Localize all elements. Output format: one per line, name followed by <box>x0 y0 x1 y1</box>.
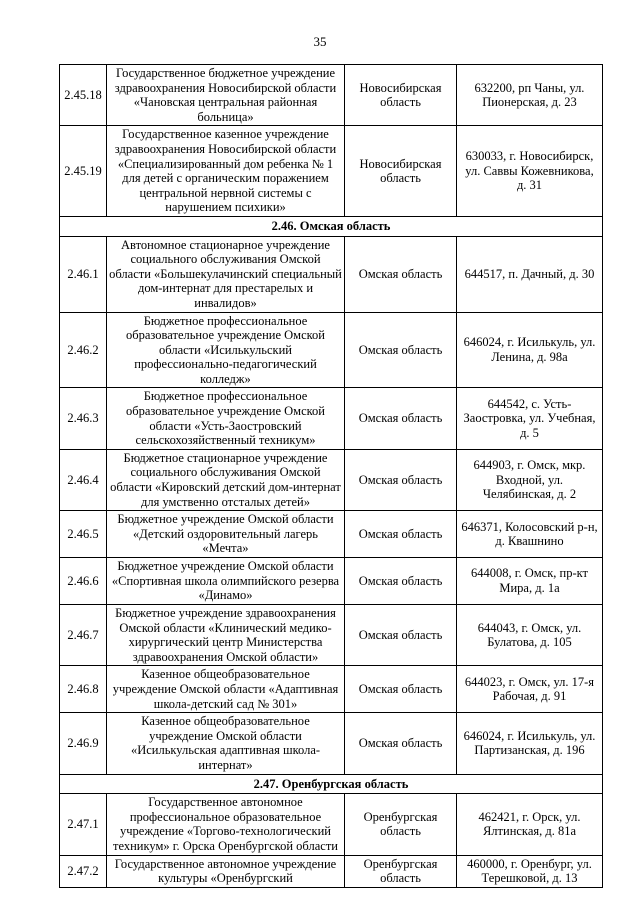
table-row <box>60 855 603 887</box>
region-cell: Новосибирская область <box>345 126 457 217</box>
table-row <box>60 666 603 713</box>
address-cell: 644043, г. Омск, ул. Булатова, д. 105 <box>457 605 603 666</box>
row-number: 2.47.2 <box>60 855 107 887</box>
row-number: 2.46.9 <box>60 713 107 774</box>
region-cell: Омская область <box>345 605 457 666</box>
address-cell: 646024, г. Исилькуль, ул. Партизанская, д. 196 <box>457 713 603 774</box>
address-cell: 644542, с. Усть-Заостровка, ул. Учебная, д. 5 <box>457 388 603 449</box>
table-row <box>60 388 603 449</box>
table-row <box>60 449 603 510</box>
section-header-row <box>60 216 603 236</box>
row-number: 2.46.4 <box>60 449 107 510</box>
address-cell: 644008, г. Омск, пр-кт Мира, д. 1а <box>457 558 603 605</box>
address-cell: 460000, г. Оренбург, ул. Терешковой, д. 13 <box>457 855 603 887</box>
row-number: 2.46.2 <box>60 312 107 388</box>
region-cell: Оренбургская область <box>345 855 457 887</box>
table-row <box>60 511 603 558</box>
address-cell: 644023, г. Омск, ул. 17-я Рабочая, д. 91 <box>457 666 603 713</box>
table-row <box>60 794 603 855</box>
section-header-row <box>60 774 603 794</box>
row-number: 2.46.6 <box>60 558 107 605</box>
table-row <box>60 126 603 217</box>
region-cell: Омская область <box>345 449 457 510</box>
row-number: 2.46.8 <box>60 666 107 713</box>
table-row <box>60 312 603 388</box>
institution-name: Бюджетное профессиональное образовательное учреждение Омской области «Усть-Заостровский сельскохозяйственный техникум» <box>107 388 345 449</box>
address-cell: 646024, г. Исилькуль, ул. Ленина, д. 98а <box>457 312 603 388</box>
address-cell: 462421, г. Орск, ул. Ялтинская, д. 81а <box>457 794 603 855</box>
table-row <box>60 236 603 312</box>
address-cell: 644903, г. Омск, мкр. Входной, ул. Челябинская, д. 2 <box>457 449 603 510</box>
region-cell: Омская область <box>345 511 457 558</box>
page-number: 35 <box>313 34 327 49</box>
section-title: 2.46. Омская область <box>60 216 603 236</box>
region-cell: Омская область <box>345 388 457 449</box>
institution-name: Государственное казенное учреждение здравоохранения Новосибирской области «Специализированный дом ребенка № 1 для детей с органическим поражением центральной нервной системы с нарушением психики» <box>107 126 345 217</box>
institution-name: Государственное автономное учреждение культуры «Оренбургский <box>107 855 345 887</box>
row-number: 2.46.5 <box>60 511 107 558</box>
table-row <box>60 558 603 605</box>
region-cell: Омская область <box>345 666 457 713</box>
institution-name: Бюджетное учреждение здравоохранения Омской области «Клинический медико-хирургический центр Министерства здравоохранения Омской области» <box>107 605 345 666</box>
region-cell: Омская область <box>345 236 457 312</box>
region-cell: Омская область <box>345 312 457 388</box>
table-row <box>60 605 603 666</box>
address-cell: 646371, Колосовский р-н, д. Квашнино <box>457 511 603 558</box>
address-cell: 630033, г. Новосибирск, ул. Саввы Кожевникова, д. 31 <box>457 126 603 217</box>
address-cell: 632200, рп Чаны, ул. Пионерская, д. 23 <box>457 65 603 126</box>
section-title: 2.47. Оренбургская область <box>60 774 603 794</box>
institution-name: Бюджетное учреждение Омской области «Спортивная школа олимпийского резерва «Динамо» <box>107 558 345 605</box>
row-number: 2.46.1 <box>60 236 107 312</box>
table-row <box>60 65 603 126</box>
table-row <box>60 713 603 774</box>
region-cell: Омская область <box>345 713 457 774</box>
institution-name: Государственное автономное профессиональное образовательное учреждение «Торгово-технологический техникум» г. Орска Оренбургской области <box>107 794 345 855</box>
institution-name: Автономное стационарное учреждение социального обслуживания Омской области «Большекулачинский специальный дом-интернат для престарелых и инвалидов» <box>107 236 345 312</box>
row-number: 2.47.1 <box>60 794 107 855</box>
institution-name: Казенное общеобразовательное учреждение Омской области «Адаптивная школа-детский сад № 301» <box>107 666 345 713</box>
row-number: 2.45.19 <box>60 126 107 217</box>
institution-name: Государственное бюджетное учреждение здравоохранения Новосибирской области «Чановская центральная районная больница» <box>107 65 345 126</box>
row-number: 2.46.3 <box>60 388 107 449</box>
region-cell: Омская область <box>345 558 457 605</box>
row-number: 2.46.7 <box>60 605 107 666</box>
region-cell: Новосибирская область <box>345 65 457 126</box>
row-number: 2.45.18 <box>60 65 107 126</box>
region-cell: Оренбургская область <box>345 794 457 855</box>
institution-name: Казенное общеобразовательное учреждение Омской области «Исилькульская адаптивная школа-интернат» <box>107 713 345 774</box>
institution-name: Бюджетное профессиональное образовательное учреждение Омской области «Исилькульский профессионально-педагогический колледж» <box>107 312 345 388</box>
institutions-table <box>59 64 603 888</box>
address-cell: 644517, п. Дачный, д. 30 <box>457 236 603 312</box>
institution-name: Бюджетное стационарное учреждение социального обслуживания Омской области «Кировский детский дом-интернат для умственно отсталых детей» <box>107 449 345 510</box>
institution-name: Бюджетное учреждение Омской области «Детский оздоровительный лагерь «Мечта» <box>107 511 345 558</box>
